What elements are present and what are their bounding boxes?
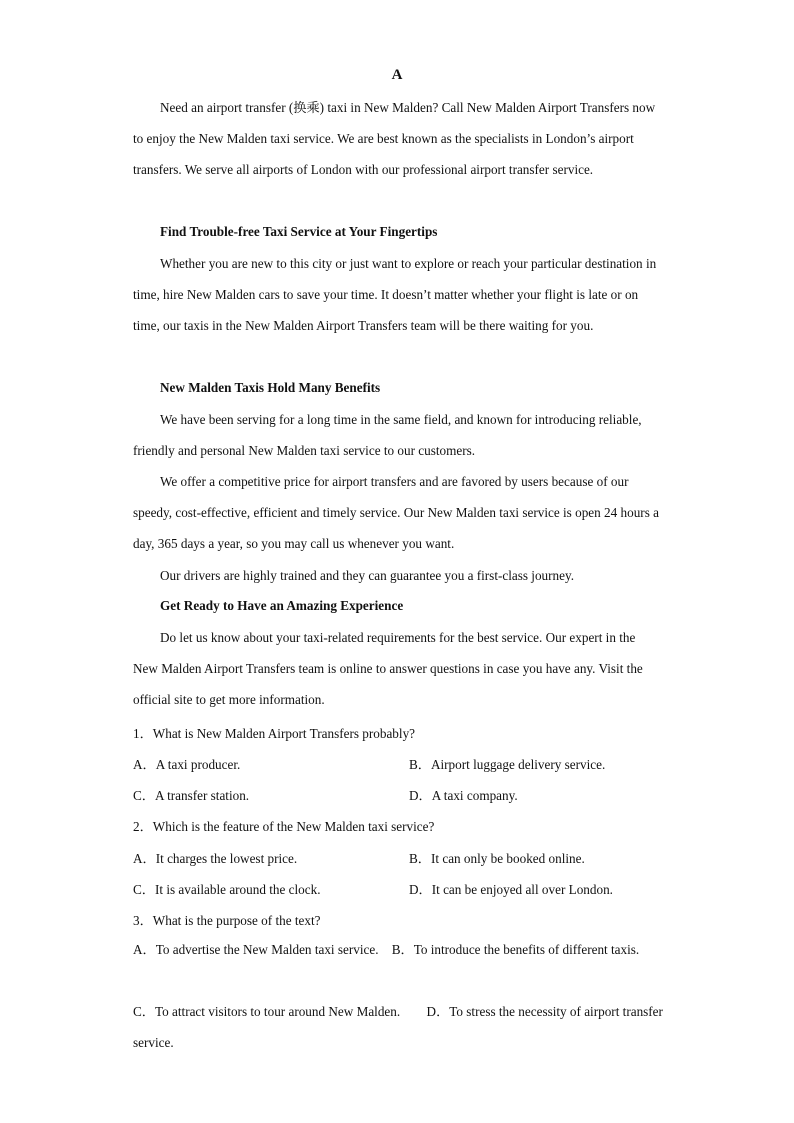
question-2-option-a: A．It charges the lowest price. <box>133 851 298 866</box>
question-1-option-a: A．A taxi producer. <box>133 757 241 772</box>
question-1-stem: 1．What is New Malden Airport Transfers probably? <box>133 726 416 741</box>
heading-trouble-free: Find Trouble-free Taxi Service at Your Fingertips <box>160 224 438 239</box>
question-2-stem: 2．Which is the feature of the New Malden taxi service? <box>133 819 435 834</box>
heading-benefits: New Malden Taxis Hold Many Benefits <box>160 380 381 395</box>
paragraph-drivers: Our drivers are highly trained and they can guarantee you a first-class journey. <box>160 568 575 583</box>
paragraph-intro: Need an airport transfer (换乘) taxi in New Malden? Call New Malden Airport Transfers now to enjoy the New Malden taxi service. We are best known as the specialists in London’s airport transfers. We serve all airports of London with our professional airport transfer service. <box>133 100 656 178</box>
paragraph-serving: We have been serving for a long time in the same field, and known for introducing reliable, friendly and personal New Malden taxi service to our customers. <box>133 412 642 459</box>
question-1-option-b: B．Airport luggage delivery service. <box>409 757 606 772</box>
paragraph-contact: Do let us know about your taxi-related requirements for the best service. Our expert in the New Malden Airport Transfers team is online to answer questions in case you have any. Visit the official site to get more information. <box>133 630 643 708</box>
question-3-options-ab: A．To advertise the New Malden taxi service. B．To introduce the benefits of different taxis. <box>133 942 640 957</box>
question-1-option-c: C．A transfer station. <box>133 788 250 803</box>
question-2-option-d: D．It can be enjoyed all over London. <box>409 882 613 897</box>
question-3-stem: 3．What is the purpose of the text? <box>133 913 321 928</box>
question-1-option-d: D．A taxi company. <box>409 788 518 803</box>
question-3-options-cd: C．To attract visitors to tour around New Malden. D．To stress the necessity of airport transfer service. <box>133 1004 667 1051</box>
paragraph-price: We offer a competitive price for airport transfers and are favored by users because of our speedy, cost-effective, efficient and timely service. Our New Malden taxi service is open 24 hours a day, 365 days a year, so you may call us whenever you want. <box>133 474 659 552</box>
heading-experience: Get Ready to Have an Amazing Experience <box>160 598 404 613</box>
question-2-option-b: B．It can only be booked online. <box>409 851 585 866</box>
paragraph-explore: Whether you are new to this city or just want to explore or reach your particular destination in time, hire New Malden cars to save your time. It doesn’t matter whether your flight is late or on time, our taxis in the New Malden Airport Transfers team will be there waiting for you. <box>133 256 657 334</box>
passage-title: A <box>391 67 403 83</box>
question-2-option-c: C．It is available around the clock. <box>133 882 321 897</box>
